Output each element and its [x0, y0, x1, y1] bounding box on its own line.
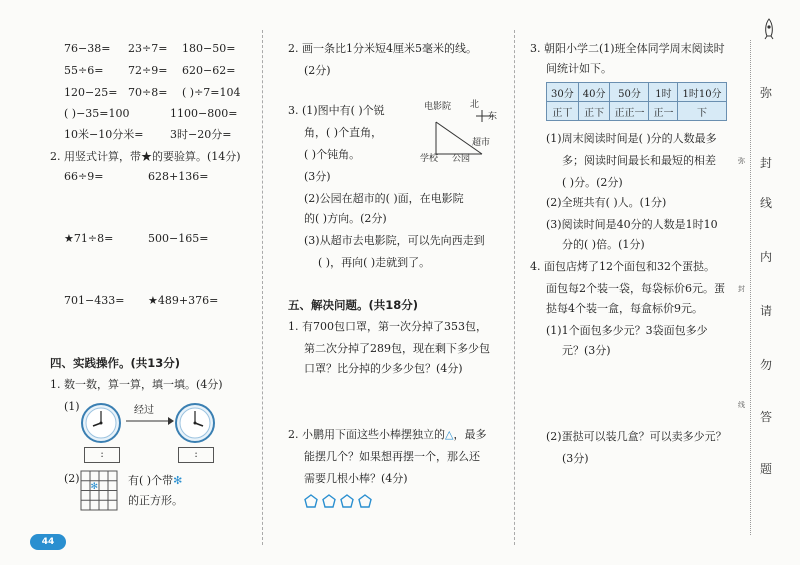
right-q3-sub: 多；阅读时间最长和最短的相差: [562, 154, 716, 167]
practice-q1-2-text: 有( )个带✻: [128, 474, 183, 487]
right-q3-line: 3. 朝阳小学二(1)班全体同学周末阅读时: [530, 42, 725, 55]
table-header-cell: 1时10分: [678, 83, 726, 102]
section-5-title: 五、解决问题。(共18分): [288, 298, 419, 312]
vertical-calc-item: ★489+376=: [148, 294, 219, 307]
practice-q1-title: 1. 数一数，算一算，填一填。(4分): [50, 378, 223, 391]
right-q3-line: 间统计如下。: [546, 62, 612, 75]
question-2-title: 2. 用竖式计算，带★的要验算。(14分): [50, 150, 241, 163]
rocket-icon: [762, 18, 776, 40]
mid-q2-line: 2. 画一条比1分米短4厘米5毫米的线。: [288, 42, 477, 55]
seal-notice-char: 内: [760, 250, 773, 264]
seal-notice-char: 答: [760, 410, 773, 424]
table-cell: 正正一: [610, 102, 649, 121]
right-q4-line: 面包每2个装一袋，每袋标价6元。蛋: [546, 282, 725, 295]
calc-item: ( )÷7=104: [182, 86, 241, 99]
vertical-calc-item: 500−165=: [148, 232, 209, 245]
calc-item: 3时−20分=: [170, 128, 232, 141]
vertical-calc-item: 701−433=: [64, 294, 125, 307]
problem-2-line: 2. 小鹏用下面这些小棒摆独立的△，最多: [288, 428, 487, 441]
practice-q1-2-text2: 的正方形。: [128, 494, 183, 507]
section-4-title: 四、实践操作。(共13分): [50, 356, 181, 370]
seal-notice-char: 请: [760, 304, 773, 318]
right-q3-sub: (1)周末阅读时间是( )分的人数最多: [546, 132, 717, 145]
mid-q3-line: 3. (1)图中有( )个锐: [288, 104, 385, 117]
seal-notice-char: 弥: [760, 86, 773, 100]
right-q4-line: 挞每4个装一盒，每盒标价9元。: [546, 302, 703, 315]
mid-q2-score: (2分): [304, 64, 331, 77]
problem-1-line: 1. 有700包口罩，第一次分掉了353包，: [288, 320, 487, 333]
mid-q3-line: 角，( )个直角，: [304, 126, 383, 139]
problem-1-line: 第二次分掉了289包，现在剩下多少包: [304, 342, 490, 355]
calc-item: 180−50=: [182, 42, 236, 55]
right-q4-line: (2)蛋挞可以装几盒？可以卖多少元？: [546, 430, 727, 443]
map-label-east: 东: [488, 112, 498, 122]
problem-2-line: 能摆几个？如果想再摆一个，那么还: [304, 450, 480, 463]
table-cell: 正下: [578, 102, 610, 121]
practice-q1-2-label: (2): [64, 472, 80, 485]
elapsed-label: 经过: [134, 405, 154, 416]
right-q3-sub: (3)阅读时间是40分的人数是1时10: [546, 218, 718, 231]
mid-q3-line: (3)从超市去电影院，可以先向西走到: [304, 234, 485, 247]
table-header-cell: 30分: [547, 83, 579, 102]
right-q4-line: (1)1个面包多少元？3袋面包多少: [546, 324, 708, 337]
vertical-calc-item: 66÷9=: [64, 170, 104, 183]
right-q3-sub: 分的( )倍。(1分): [562, 238, 645, 251]
table-cell: 正丅: [547, 102, 579, 121]
time-box[interactable]: :: [178, 447, 214, 463]
right-q4-line: 元？(3分): [562, 344, 611, 357]
triangle-icon: △: [445, 428, 454, 441]
right-q3-sub: (2)全班共有( )人。(1分): [546, 196, 667, 209]
map-label-north: 北: [470, 100, 480, 110]
column-divider: [514, 30, 515, 545]
practice-q1-1-label: (1): [64, 400, 80, 413]
svg-text:✻: ✻: [90, 482, 99, 492]
clock-icon: [174, 402, 216, 444]
calc-item: 70÷8=: [128, 86, 168, 99]
map-label-park: 公园: [452, 154, 471, 164]
seal-line: [750, 40, 751, 535]
right-q3-sub: ( )分。(2分): [562, 176, 623, 189]
vertical-calc-item: 628+136=: [148, 170, 209, 183]
problem-2-line: 需要几根小棒？(4分): [304, 472, 408, 485]
seal-small-char: 弥: [738, 157, 745, 165]
vertical-calc-item: ★71÷8=: [64, 232, 114, 245]
seal-notice-char: 封: [760, 156, 773, 170]
seal-notice-char: 题: [760, 462, 773, 476]
seal-notice-char: 线: [760, 196, 773, 210]
map-label-cinema: 电影院: [424, 102, 452, 112]
pentagon-icon: [358, 494, 372, 508]
right-q4-line: 4. 面包店烤了12个面包和32个蛋挞。: [530, 260, 715, 273]
column-divider: [262, 30, 263, 545]
problem-1-line: 口罩？比分掉的少多少包？(4分): [304, 362, 463, 375]
reading-time-table: [546, 82, 727, 121]
right-q4-line: (3分): [562, 452, 589, 465]
table-header-cell: 50分: [610, 83, 649, 102]
mid-q3-line: (3分): [304, 170, 331, 183]
calc-item: 10米−10分米=: [64, 128, 144, 141]
table-cell: 下: [678, 102, 726, 121]
table-cell: 正一: [649, 102, 678, 121]
pentagon-icon: [304, 494, 318, 508]
mid-q3-line: 的( )方向。(2分): [304, 212, 387, 225]
calc-item: 72÷9=: [128, 64, 168, 77]
map-label-supermarket: 超市: [472, 138, 491, 148]
calc-item: 1100−800=: [170, 107, 238, 120]
seal-small-char: 封: [738, 285, 745, 293]
mid-q3-line: (2)公园在超市的( )面，在电影院: [304, 192, 464, 205]
calc-item: 76−38=: [64, 42, 111, 55]
clock-icon: [80, 402, 122, 444]
calc-item: 55÷6=: [64, 64, 104, 77]
calc-item: 120−25=: [64, 86, 118, 99]
map-label-school: 学校: [420, 154, 439, 164]
table-header-cell: 40分: [578, 83, 610, 102]
seal-small-char: 线: [738, 401, 745, 409]
table-header-cell: 1时: [649, 83, 678, 102]
pentagon-icon: [322, 494, 336, 508]
calc-item: ( )−35=100: [64, 107, 130, 120]
pentagon-icon: [340, 494, 354, 508]
calc-item: 620−62=: [182, 64, 236, 77]
time-box[interactable]: :: [84, 447, 120, 463]
snowflake-icon: ✻: [173, 474, 183, 487]
square-grid: [80, 470, 120, 512]
mid-q3-line: ( )，再向( )走就到了。: [318, 256, 431, 269]
seal-notice-char: 勿: [760, 358, 773, 372]
calc-item: 23÷7=: [128, 42, 168, 55]
page-number: 44: [30, 534, 66, 550]
mid-q3-line: ( )个钝角。: [304, 148, 361, 161]
